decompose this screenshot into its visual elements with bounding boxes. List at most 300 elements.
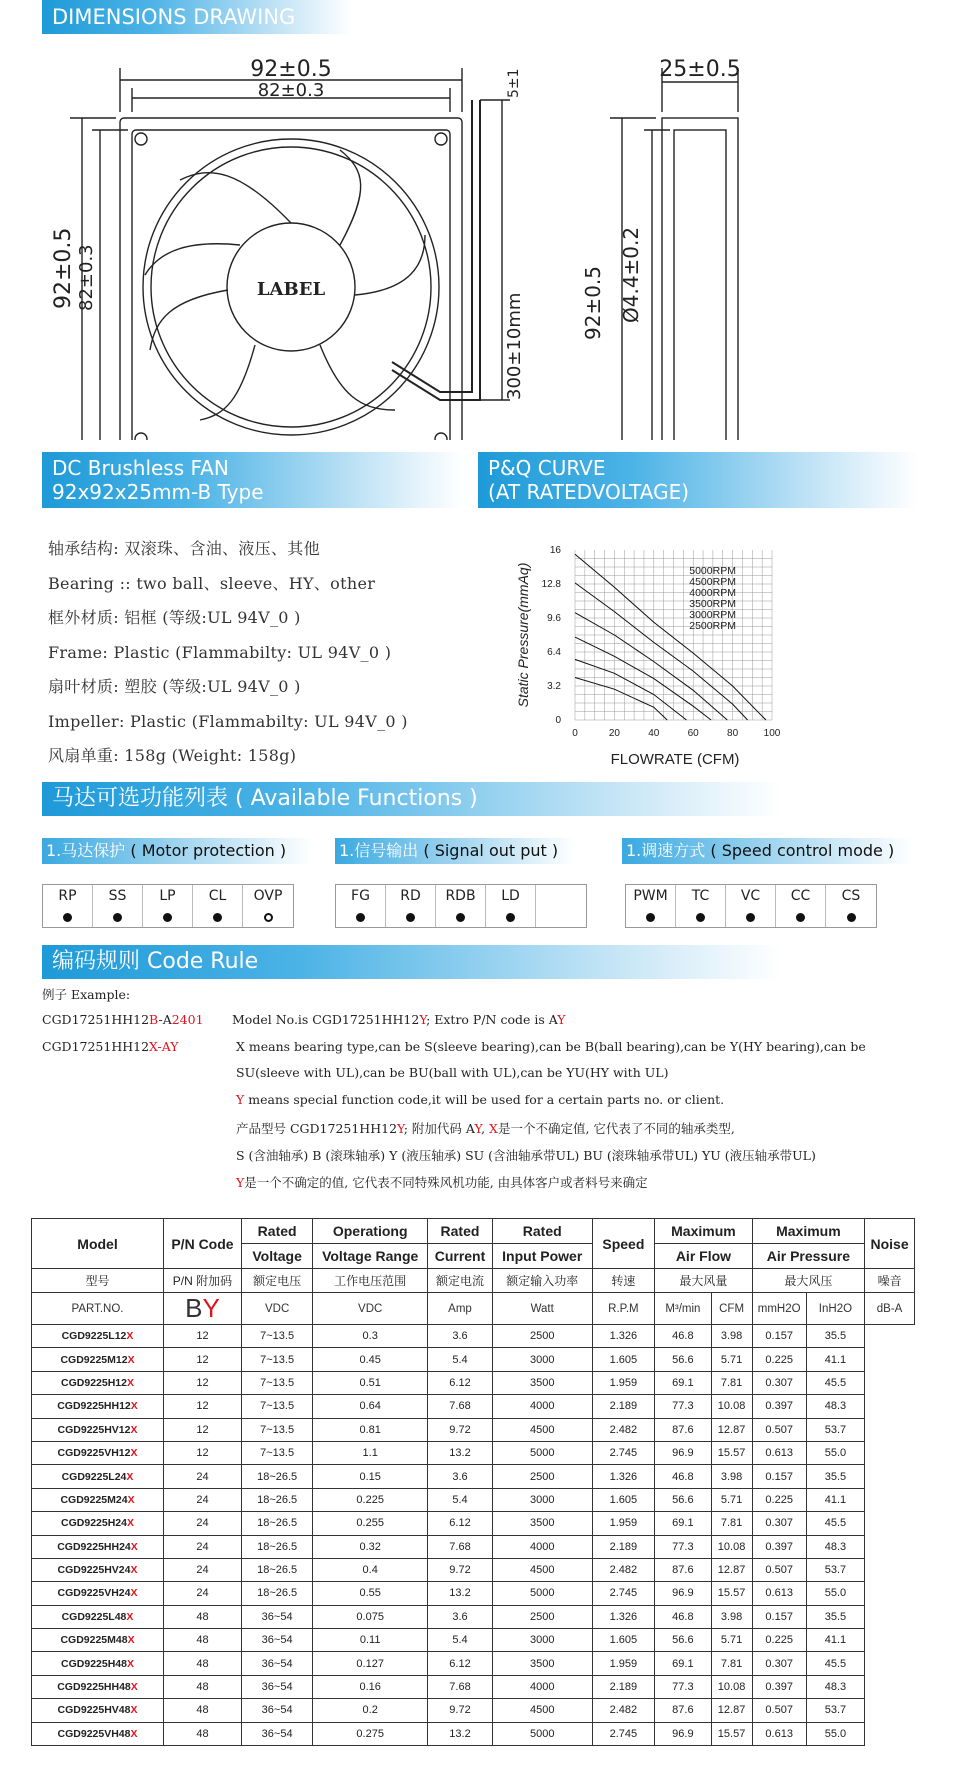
cell-v: 24 bbox=[164, 1535, 242, 1558]
cell-in: 0.397 bbox=[752, 1675, 806, 1698]
col-rated-current-2: Current bbox=[428, 1244, 493, 1269]
ex2-red: X-AY bbox=[149, 1039, 179, 1054]
cell-db: 45.5 bbox=[806, 1652, 864, 1675]
cn-airflow: 最大风量 bbox=[655, 1269, 752, 1293]
fan-type-banner bbox=[42, 452, 462, 508]
cn-voltage: 额定电压 bbox=[241, 1269, 312, 1293]
table-row bbox=[32, 1465, 915, 1488]
pn-code-y: Y bbox=[202, 1293, 220, 1323]
cell-p: 6.12 bbox=[428, 1512, 493, 1535]
cell-cfm: 46.8 bbox=[655, 1465, 711, 1488]
function-label bbox=[536, 885, 586, 907]
cell-c: 0.45 bbox=[313, 1348, 428, 1371]
cell-in: 0.157 bbox=[752, 1605, 806, 1628]
cell-mm: 5.71 bbox=[711, 1629, 752, 1652]
cell-m3: 2.482 bbox=[592, 1699, 655, 1722]
function-label: PWM bbox=[633, 888, 668, 904]
cn1-red2: Y bbox=[474, 1121, 482, 1136]
cell-mm: 3.98 bbox=[711, 1605, 752, 1628]
cn-noise: 噪音 bbox=[865, 1269, 915, 1293]
cell-op: 18~26.5 bbox=[241, 1535, 312, 1558]
cell-v: 48 bbox=[164, 1722, 242, 1745]
signal-output-grid bbox=[335, 884, 587, 928]
col-rated-voltage-2: Voltage bbox=[241, 1244, 312, 1269]
ex2-part: CGD17251HH12 bbox=[42, 1039, 150, 1054]
cell-in: 0.397 bbox=[752, 1395, 806, 1418]
col-pn: P/N Code bbox=[164, 1219, 242, 1269]
cell-m3: 1.605 bbox=[592, 1629, 655, 1652]
model-x-suffix: X bbox=[130, 1564, 138, 1577]
header-row-1 bbox=[32, 1219, 915, 1244]
table-row bbox=[32, 1699, 915, 1722]
cell-c: 0.55 bbox=[313, 1582, 428, 1605]
fan-type-line2: 92x92x25mm-B Type bbox=[52, 480, 264, 504]
cell-c: 0.81 bbox=[313, 1418, 428, 1441]
model-x-suffix: X bbox=[126, 1657, 134, 1670]
series-label: 4000RPM bbox=[689, 587, 736, 599]
cell-m3: 1.959 bbox=[592, 1652, 655, 1675]
cell-db: 35.5 bbox=[806, 1325, 864, 1348]
header-row-cn bbox=[32, 1269, 915, 1293]
cell-mm: 15.57 bbox=[711, 1722, 752, 1745]
cell-cfm: 96.9 bbox=[655, 1722, 711, 1745]
cell-p: 5.4 bbox=[428, 1488, 493, 1511]
series-label: 4500RPM bbox=[689, 576, 736, 588]
table-row bbox=[32, 1395, 915, 1418]
col-noise: Noise bbox=[865, 1219, 915, 1269]
cell-db: 53.7 bbox=[806, 1699, 864, 1722]
cell-mm: 12.87 bbox=[711, 1558, 752, 1581]
cell-s: 5000 bbox=[492, 1441, 592, 1464]
filled-dot-icon bbox=[213, 913, 222, 922]
cell-op: 36~54 bbox=[241, 1629, 312, 1652]
table-row bbox=[32, 1371, 915, 1394]
cell-s: 2500 bbox=[492, 1325, 592, 1348]
cell-m3: 2.189 bbox=[592, 1395, 655, 1418]
cell-cfm: 87.6 bbox=[655, 1558, 711, 1581]
cell-mm: 7.81 bbox=[711, 1371, 752, 1394]
table-row bbox=[32, 1488, 915, 1511]
model-cell bbox=[32, 1652, 164, 1675]
function-cell bbox=[336, 885, 386, 927]
model-x-suffix: X bbox=[130, 1540, 138, 1553]
table-row bbox=[32, 1652, 915, 1675]
model-number: CGD9225H12 bbox=[61, 1376, 127, 1389]
cell-p: 6.12 bbox=[428, 1652, 493, 1675]
cell-v: 48 bbox=[164, 1629, 242, 1652]
function-label: RP bbox=[58, 888, 77, 904]
spec-line: 框外材质: 铝框 (等级:UL 94V_0 ) bbox=[48, 608, 301, 627]
col-airflow-1: Maximum bbox=[655, 1219, 752, 1244]
cell-in: 0.307 bbox=[752, 1371, 806, 1394]
cell-p: 13.2 bbox=[428, 1722, 493, 1745]
speed-title-en: ( Speed control mode ) bbox=[710, 841, 895, 860]
function-cell bbox=[626, 885, 676, 927]
example-label: 例子 Example: bbox=[42, 987, 131, 1002]
motor-protection-title bbox=[42, 838, 312, 864]
col-rated-current-1: Rated bbox=[428, 1219, 493, 1244]
cell-m3: 1.605 bbox=[592, 1488, 655, 1511]
cell-c: 0.51 bbox=[313, 1371, 428, 1394]
cell-op: 7~13.5 bbox=[241, 1441, 312, 1464]
model-x-suffix: X bbox=[130, 1423, 138, 1436]
model-cell bbox=[32, 1535, 164, 1558]
y-tick-label: 12.8 bbox=[541, 579, 561, 590]
cell-db: 45.5 bbox=[806, 1512, 864, 1535]
cell-in: 0.307 bbox=[752, 1652, 806, 1675]
cell-p: 5.4 bbox=[428, 1348, 493, 1371]
cell-m3: 2.745 bbox=[592, 1722, 655, 1745]
model-cell bbox=[32, 1395, 164, 1418]
ex1-desc-b: ; Extro P/N code is A bbox=[426, 1012, 558, 1027]
model-number: CGD9225H48 bbox=[61, 1657, 127, 1670]
cell-mm: 15.57 bbox=[711, 1441, 752, 1464]
model-number: CGD9225VH24 bbox=[57, 1587, 131, 1600]
cell-v: 48 bbox=[164, 1699, 242, 1722]
model-cell bbox=[32, 1488, 164, 1511]
cell-m3: 2.745 bbox=[592, 1582, 655, 1605]
model-cell bbox=[32, 1371, 164, 1394]
model-number: CGD9225VH48 bbox=[57, 1727, 131, 1740]
col-rated-power-1: Rated bbox=[492, 1219, 592, 1244]
cell-mm: 7.81 bbox=[711, 1512, 752, 1535]
model-cell bbox=[32, 1582, 164, 1605]
cell-cfm: 87.6 bbox=[655, 1699, 711, 1722]
cell-db: 35.5 bbox=[806, 1465, 864, 1488]
cell-c: 0.275 bbox=[313, 1722, 428, 1745]
cell-in: 0.225 bbox=[752, 1629, 806, 1652]
cell-mm: 5.71 bbox=[711, 1348, 752, 1371]
cn1-b: ; 附加代码 A bbox=[403, 1121, 475, 1136]
cell-s: 4000 bbox=[492, 1535, 592, 1558]
ex1-part: CGD17251HH12 bbox=[42, 1012, 150, 1027]
y-tick-label: 0 bbox=[555, 715, 561, 726]
cell-p: 3.6 bbox=[428, 1325, 493, 1348]
cn-model: 型号 bbox=[32, 1269, 164, 1293]
cell-in: 0.613 bbox=[752, 1441, 806, 1464]
spec-line: 风扇单重: 158g (Weight: 158g) bbox=[48, 746, 297, 765]
ex1-mid: -A bbox=[158, 1012, 172, 1027]
ex1-red2: 2401 bbox=[171, 1012, 204, 1027]
cell-s: 3500 bbox=[492, 1371, 592, 1394]
filled-dot-icon bbox=[456, 913, 465, 922]
x-tick-label: 60 bbox=[687, 728, 699, 739]
cell-op: 18~26.5 bbox=[241, 1582, 312, 1605]
model-x-suffix: X bbox=[130, 1704, 138, 1717]
cell-v: 24 bbox=[164, 1512, 242, 1535]
cell-v: 24 bbox=[164, 1582, 242, 1605]
model-x-suffix: X bbox=[126, 1330, 134, 1343]
function-label: CC bbox=[790, 888, 811, 904]
model-number: CGD9225HV12 bbox=[57, 1423, 131, 1436]
model-cell bbox=[32, 1512, 164, 1535]
y-tick-label: 16 bbox=[549, 545, 561, 556]
filled-dot-icon bbox=[163, 913, 172, 922]
cell-db: 45.5 bbox=[806, 1371, 864, 1394]
cell-c: 0.075 bbox=[313, 1605, 428, 1628]
cn3-red: Y bbox=[236, 1175, 245, 1190]
speed-title-cn: 1.调速方式 bbox=[626, 841, 706, 860]
cn-desc-line3 bbox=[236, 1173, 648, 1191]
cell-m3: 1.326 bbox=[592, 1465, 655, 1488]
cell-op: 7~13.5 bbox=[241, 1418, 312, 1441]
filled-dot-icon bbox=[646, 913, 655, 922]
col-op-range-2: Voltage Range bbox=[313, 1244, 428, 1269]
cell-p: 13.2 bbox=[428, 1441, 493, 1464]
function-cell bbox=[143, 885, 193, 927]
width-inner-dim: 82±0.3 bbox=[257, 80, 325, 101]
model-cell bbox=[32, 1465, 164, 1488]
model-cell bbox=[32, 1722, 164, 1745]
cell-m3: 1.326 bbox=[592, 1605, 655, 1628]
cell-mm: 10.08 bbox=[711, 1675, 752, 1698]
spec-table bbox=[31, 1218, 915, 1746]
example-1-code bbox=[42, 1012, 204, 1027]
unit-c: Amp bbox=[428, 1293, 493, 1325]
function-label: LP bbox=[159, 888, 176, 904]
filled-dot-icon bbox=[796, 913, 805, 922]
pq-y-axis-label: Static Pressure(mmAq) bbox=[515, 562, 531, 708]
cell-p: 9.72 bbox=[428, 1699, 493, 1722]
cn-current: 额定电流 bbox=[428, 1269, 493, 1293]
cn-desc-line2: S (含油轴承) B (滚珠轴承) Y (液压轴承) SU (含油轴承带UL) BU (滚珠轴承带UL) YU (液压轴承带UL) bbox=[236, 1148, 816, 1163]
model-cell bbox=[32, 1558, 164, 1581]
cable-length-dim: 300±10mm bbox=[504, 292, 525, 400]
y-tick-label: 6.4 bbox=[547, 647, 561, 658]
functions-title: 马达可选功能列表 ( Available Functions ) bbox=[52, 786, 478, 811]
cell-p: 9.72 bbox=[428, 1418, 493, 1441]
cell-db: 35.5 bbox=[806, 1605, 864, 1628]
cell-p: 7.68 bbox=[428, 1395, 493, 1418]
signal-title-cn: 1.信号输出 bbox=[339, 841, 419, 860]
cell-v: 48 bbox=[164, 1675, 242, 1698]
cell-op: 36~54 bbox=[241, 1722, 312, 1745]
model-number: CGD9225HV48 bbox=[57, 1704, 131, 1717]
cell-c: 0.225 bbox=[313, 1488, 428, 1511]
x-desc-line2: SU(sleeve with UL),can be BU(ball with UL),can be YU(HY with UL) bbox=[236, 1065, 669, 1080]
cell-s: 3500 bbox=[492, 1512, 592, 1535]
cell-s: 4500 bbox=[492, 1558, 592, 1581]
unit-v: VDC bbox=[241, 1293, 312, 1325]
cell-mm: 15.57 bbox=[711, 1582, 752, 1605]
cell-op: 36~54 bbox=[241, 1605, 312, 1628]
cell-m3: 2.745 bbox=[592, 1441, 655, 1464]
cell-db: 48.3 bbox=[806, 1675, 864, 1698]
cell-mm: 5.71 bbox=[711, 1488, 752, 1511]
example-2-code bbox=[42, 1039, 179, 1054]
spec-line: Impeller: Plastic (Flammabilty: UL 94V_0 ) bbox=[48, 711, 408, 731]
cell-op: 36~54 bbox=[241, 1699, 312, 1722]
y-red: Y bbox=[236, 1092, 245, 1107]
cell-in: 0.507 bbox=[752, 1418, 806, 1441]
series-line bbox=[575, 637, 711, 720]
filled-dot-icon bbox=[506, 913, 515, 922]
cell-p: 3.6 bbox=[428, 1465, 493, 1488]
unit-op: VDC bbox=[313, 1293, 428, 1325]
function-label: LD bbox=[501, 888, 520, 904]
model-cell bbox=[32, 1348, 164, 1371]
model-cell bbox=[32, 1441, 164, 1464]
model-x-suffix: X bbox=[130, 1587, 138, 1600]
cell-p: 7.68 bbox=[428, 1535, 493, 1558]
cell-s: 2500 bbox=[492, 1605, 592, 1628]
cell-v: 48 bbox=[164, 1652, 242, 1675]
model-number: CGD9225H24 bbox=[61, 1517, 127, 1530]
cell-s: 3000 bbox=[492, 1488, 592, 1511]
x-tick-label: 0 bbox=[572, 728, 578, 739]
cell-c: 0.2 bbox=[313, 1699, 428, 1722]
motor-title-en: ( Motor protection ) bbox=[130, 841, 287, 860]
cell-mm: 7.81 bbox=[711, 1652, 752, 1675]
table-row bbox=[32, 1605, 915, 1628]
cell-c: 0.3 bbox=[313, 1325, 428, 1348]
cn1-red3: X bbox=[489, 1121, 498, 1136]
spec-line: 扇叶材质: 塑胶 (等级:UL 94V_0 ) bbox=[48, 677, 301, 696]
signal-output-title bbox=[335, 838, 575, 864]
model-x-suffix: X bbox=[130, 1400, 138, 1413]
cell-p: 6.12 bbox=[428, 1371, 493, 1394]
cell-s: 5000 bbox=[492, 1582, 592, 1605]
model-cell bbox=[32, 1699, 164, 1722]
cell-s: 2500 bbox=[492, 1465, 592, 1488]
table-row bbox=[32, 1629, 915, 1652]
cell-in: 0.613 bbox=[752, 1722, 806, 1745]
side-height-dim: 92±0.5 bbox=[581, 265, 605, 340]
cell-v: 12 bbox=[164, 1441, 242, 1464]
speed-control-grid bbox=[625, 884, 877, 928]
cell-in: 0.507 bbox=[752, 1558, 806, 1581]
cell-mm: 10.08 bbox=[711, 1395, 752, 1418]
unit-inh2o: InH2O bbox=[806, 1293, 864, 1325]
unit-mmh2o: mmH2O bbox=[752, 1293, 806, 1325]
cell-in: 0.157 bbox=[752, 1465, 806, 1488]
cell-mm: 12.87 bbox=[711, 1418, 752, 1441]
cell-m3: 2.189 bbox=[592, 1535, 655, 1558]
function-cell bbox=[436, 885, 486, 927]
model-cell bbox=[32, 1605, 164, 1628]
unit-s: R.P.M bbox=[592, 1293, 655, 1325]
spec-line: Frame: Plastic (Flammabilty: UL 94V_0 ) bbox=[48, 642, 392, 662]
table-row bbox=[32, 1722, 915, 1745]
cn1-a: 产品型号 CGD17251HH12 bbox=[236, 1121, 398, 1136]
model-x-suffix: X bbox=[126, 1610, 134, 1623]
cell-op: 36~54 bbox=[241, 1675, 312, 1698]
cell-v: 12 bbox=[164, 1325, 242, 1348]
cell-c: 0.32 bbox=[313, 1535, 428, 1558]
fan-label: LABEL bbox=[256, 279, 326, 300]
cell-cfm: 69.1 bbox=[655, 1512, 711, 1535]
model-x-suffix: X bbox=[127, 1493, 135, 1506]
table-row bbox=[32, 1675, 915, 1698]
cell-cfm: 69.1 bbox=[655, 1371, 711, 1394]
cell-s: 3500 bbox=[492, 1652, 592, 1675]
cell-op: 7~13.5 bbox=[241, 1348, 312, 1371]
cell-in: 0.613 bbox=[752, 1582, 806, 1605]
cell-v: 24 bbox=[164, 1488, 242, 1511]
cell-op: 18~26.5 bbox=[241, 1558, 312, 1581]
function-label: CS bbox=[841, 888, 861, 904]
spec-line: Bearing :: two ball、sleeve、HY、other bbox=[48, 573, 376, 593]
cell-m3: 1.605 bbox=[592, 1348, 655, 1371]
cell-c: 0.64 bbox=[313, 1395, 428, 1418]
model-number: CGD9225VH12 bbox=[57, 1447, 131, 1460]
pn-code-b: B bbox=[185, 1293, 203, 1323]
col-speed: Speed bbox=[592, 1219, 655, 1269]
model-number: CGD9225HV24 bbox=[57, 1564, 131, 1577]
function-cell bbox=[536, 885, 586, 927]
table-row bbox=[32, 1512, 915, 1535]
cn3-text: 是一个不确定的值, 它代表不同特殊风机功能, 由具体客户或者料号来确定 bbox=[244, 1175, 648, 1190]
function-label: CL bbox=[208, 888, 227, 904]
hollow-dot-icon bbox=[264, 913, 273, 922]
model-number: CGD9225L12 bbox=[61, 1330, 127, 1343]
cell-m3: 2.482 bbox=[592, 1418, 655, 1441]
cell-db: 53.7 bbox=[806, 1418, 864, 1441]
function-label: VC bbox=[740, 888, 761, 904]
cell-m3: 2.482 bbox=[592, 1558, 655, 1581]
ex1-red: B bbox=[149, 1012, 159, 1027]
series-label: 5000RPM bbox=[689, 565, 736, 577]
cell-p: 3.6 bbox=[428, 1605, 493, 1628]
ex1-desc-a: Model No.is CGD17251HH12 bbox=[232, 1012, 420, 1027]
function-label: RDB bbox=[445, 888, 476, 904]
model-cell bbox=[32, 1629, 164, 1652]
cell-c: 0.16 bbox=[313, 1675, 428, 1698]
cell-v: 48 bbox=[164, 1605, 242, 1628]
model-x-suffix: X bbox=[130, 1447, 138, 1460]
table-row bbox=[32, 1325, 915, 1348]
series-label: 2500RPM bbox=[689, 620, 736, 632]
cell-in: 0.507 bbox=[752, 1699, 806, 1722]
cell-c: 0.4 bbox=[313, 1558, 428, 1581]
cell-in: 0.225 bbox=[752, 1488, 806, 1511]
cell-s: 5000 bbox=[492, 1722, 592, 1745]
cn-speed: 转速 bbox=[592, 1269, 655, 1293]
function-cell bbox=[776, 885, 826, 927]
function-cell bbox=[43, 885, 93, 927]
col-rated-voltage-1: Rated bbox=[241, 1219, 312, 1244]
wire-gap-dim: 5±1 bbox=[506, 68, 522, 98]
cell-op: 7~13.5 bbox=[241, 1371, 312, 1394]
cell-cfm: 69.1 bbox=[655, 1652, 711, 1675]
function-cell bbox=[243, 885, 293, 927]
cn-op: 工作电压范围 bbox=[313, 1269, 428, 1293]
filled-dot-icon bbox=[356, 913, 365, 922]
col-rated-power-2: Input Power bbox=[492, 1244, 592, 1269]
cell-cfm: 96.9 bbox=[655, 1441, 711, 1464]
cell-cfm: 87.6 bbox=[655, 1418, 711, 1441]
cell-in: 0.307 bbox=[752, 1512, 806, 1535]
filled-dot-icon bbox=[746, 913, 755, 922]
unit-p: Watt bbox=[492, 1293, 592, 1325]
cell-op: 18~26.5 bbox=[241, 1465, 312, 1488]
y-desc: means special function code,it will be used for a certain parts no. or client. bbox=[244, 1092, 725, 1107]
cn1-red: Y bbox=[397, 1121, 404, 1136]
table-row bbox=[32, 1441, 915, 1464]
code-rule-title: 编码规则 Code Rule bbox=[52, 949, 259, 974]
cell-db: 48.3 bbox=[806, 1535, 864, 1558]
model-cell bbox=[32, 1325, 164, 1348]
model-x-suffix: X bbox=[126, 1517, 134, 1530]
ex1-desc-red: Y bbox=[419, 1012, 427, 1027]
cell-s: 4000 bbox=[492, 1395, 592, 1418]
cell-mm: 3.98 bbox=[711, 1325, 752, 1348]
pn-code-cell bbox=[164, 1293, 242, 1325]
table-row bbox=[32, 1535, 915, 1558]
series-label: 3000RPM bbox=[689, 609, 736, 621]
function-label: RD bbox=[400, 888, 421, 904]
hole-diameter-dim: Ø4.4±0.2 bbox=[619, 226, 643, 323]
